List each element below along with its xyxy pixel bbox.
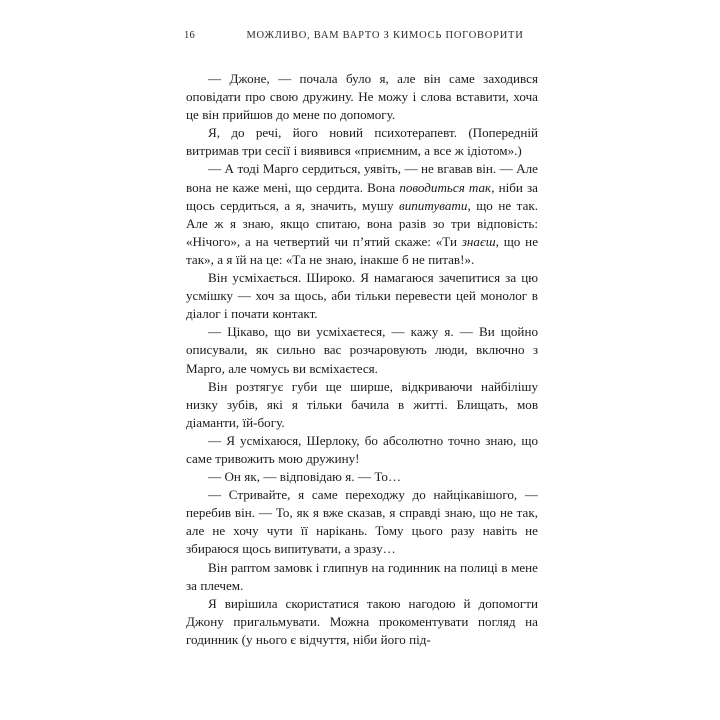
body-paragraph — [186, 124, 538, 160]
body-paragraph — [186, 378, 538, 432]
emphasis-run: знаєш — [461, 233, 496, 249]
text-run: — А тоді Марго сердиться, уявіть, — не вгавав він. — Але вона не каже мені, що сердита. Вона — [186, 161, 538, 195]
text-run: — Цікаво, що ви усміхаєтеся, — кажу я. — Ви щойно описували, як сильно вас розчаровують люди, включно з Марго, але чомусь ви всміхаєтеся. — [186, 324, 538, 376]
body-paragraph — [186, 486, 538, 558]
text-run: — Стривайте, я саме переходжу до найцікавішого, — перебив він. — То, як я вже сказав, я справді знаю, що не так, але не хочу чути її нарікань. Тому цього разу навіть не збираюся щось випитувати, а зразу… — [186, 487, 538, 557]
text-run: Я, до речі, його новий психотерапевт. (Попередній витримав три сесії і виявився «приємним, а все ж ідіотом».) — [186, 125, 538, 159]
text-run: Він усміхається. Широко. Я намагаюся зачепитися за цю усмішку — хоч за щось, аби тільки перевести цей монолог в діалог і почати контакт. — [186, 270, 538, 322]
text-run: , ніби за щось сердиться, а я, значить, мушу — [186, 179, 538, 213]
body-paragraph — [186, 595, 538, 649]
body-paragraph — [186, 559, 538, 595]
emphasis-run: поводиться так — [399, 179, 492, 195]
text-run: Він розтягує губи ще ширше, відкриваючи найбілішу низку зубів, які я тільки бачила в житті. Блищать, мов діаманти, їй-богу. — [186, 378, 538, 430]
body-paragraph — [186, 323, 538, 377]
body-text-block — [186, 70, 538, 649]
running-head — [184, 30, 538, 46]
body-paragraph — [186, 269, 538, 323]
body-paragraph — [186, 160, 538, 269]
text-run: , що не так», а я їй на це: «Та не знаю, інакше б не питав!». — [186, 233, 538, 267]
body-paragraph — [186, 70, 538, 124]
text-run: Я вирішила скористатися такою нагодою й допомогти Джону пригальмувати. Можна прокоментувати погляд на годинник (у нього є відчуття, ніби його під- — [186, 595, 538, 647]
text-run: — Джоне, — почала було я, але він саме заходився оповідати про свою дружину. Не можу і слова вставити, хоча це він прийшов до мене по допомогу. — [186, 71, 538, 123]
body-paragraph — [186, 468, 538, 486]
text-run: , що не так. Але ж я знаю, якщо спитаю, вона разів зо три відповість: «Нічого», а на четвертий чи п’ятий скаже: «Ти — [186, 197, 539, 249]
page-number: 16 — [184, 30, 195, 41]
body-paragraph — [186, 432, 538, 468]
emphasis-run: випитувати — [399, 197, 468, 213]
text-run: Він раптом замовк і глипнув на годинник на полиці в мене за плечем. — [186, 559, 538, 593]
text-run: — Он як, — відповідаю я. — То… — [208, 469, 402, 485]
text-run: — Я усміхаюся, Шерлоку, бо абсолютно точно знаю, що саме тривожить мою дружину! — [186, 432, 538, 466]
running-head-title: МОЖЛИВО, ВАМ ВАРТО З КИМОСЬ ПОГОВОРИТИ — [246, 30, 524, 41]
